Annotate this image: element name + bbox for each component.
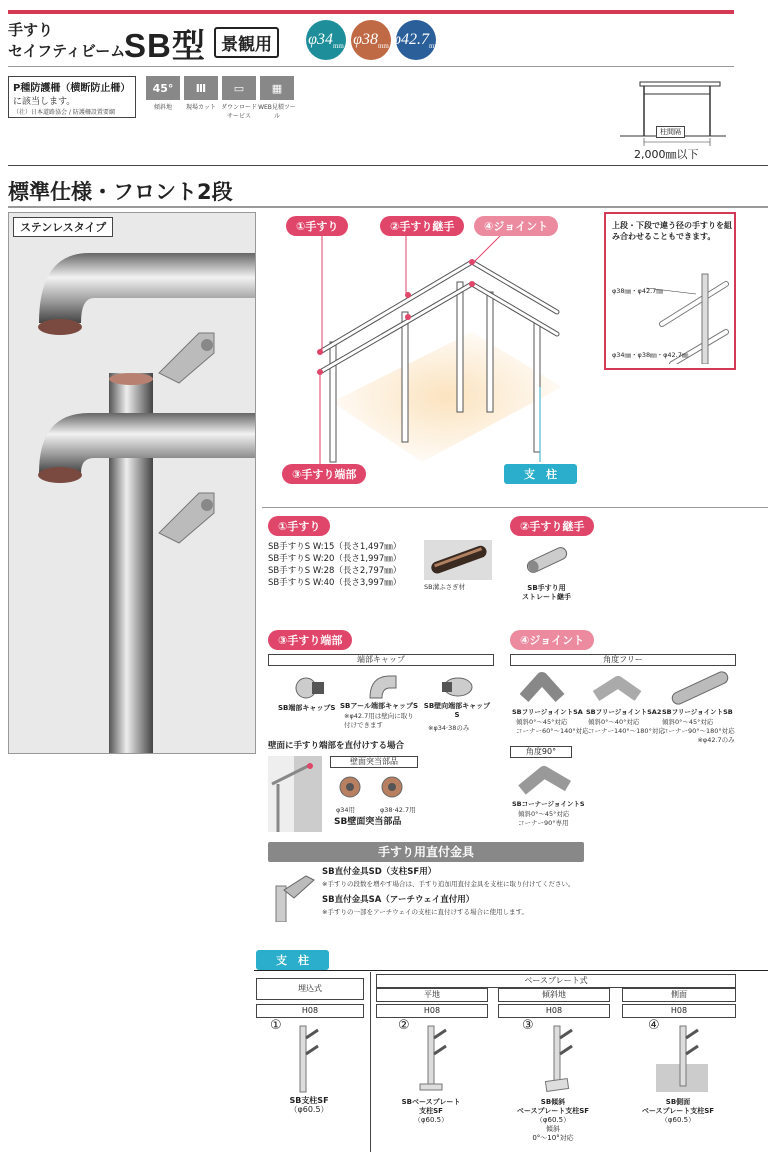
divider bbox=[254, 970, 768, 971]
cut-icon: Ⅲ bbox=[184, 76, 218, 100]
post-side-caption bbox=[622, 1098, 734, 1125]
corner-joint-note bbox=[518, 810, 569, 828]
wall-part-38-42: φ38·42.7用 bbox=[380, 806, 416, 814]
header-rule bbox=[8, 10, 734, 14]
callout-handrail-end: ③手すり端部 bbox=[282, 464, 366, 484]
handrail-item: SB手すりS W:20（長さ1,997㎜） bbox=[268, 554, 402, 564]
joint-sa2-note bbox=[588, 718, 665, 736]
angle-90-header: 角度90° bbox=[510, 746, 572, 758]
wall-mount-image bbox=[268, 756, 322, 832]
callout-handrail-joint: ②手すり継手 bbox=[380, 216, 464, 236]
diameter-badge-38: φ38 $_{mm}$ bbox=[351, 20, 391, 60]
handrail-item: SB手すりS W:28（長さ2,797㎜） bbox=[268, 566, 402, 576]
free-angle-header: 角度フリー bbox=[510, 654, 736, 666]
note-line: コーナー90°～180°対応 bbox=[662, 727, 735, 735]
note-line: 傾斜0°～45°対応 bbox=[518, 810, 570, 818]
wall-part-34: φ34用 bbox=[336, 806, 356, 814]
diameter-combo-note bbox=[604, 212, 736, 370]
post-sf-caption bbox=[256, 1096, 362, 1114]
flat-header: 平地 bbox=[376, 988, 488, 1002]
caption-line: SB側面 bbox=[665, 1098, 691, 1106]
download-icon: ▭ bbox=[222, 76, 256, 100]
icon-label: 現場カット bbox=[186, 104, 216, 111]
joint-part-title: ②手すり継手 bbox=[510, 516, 594, 536]
bracket-sa-name: SB直付金具SA（アーチウェイ直付用） bbox=[322, 895, 475, 905]
r-end-cap-name: SBアール端部キャップS bbox=[340, 702, 419, 710]
combo-illustration bbox=[606, 254, 730, 364]
stainless-photo bbox=[8, 212, 256, 754]
slope-icon: 45° bbox=[146, 76, 180, 100]
end-title: ③手すり端部 bbox=[268, 630, 352, 650]
joint-sb-note bbox=[662, 718, 735, 745]
side-header: 側面 bbox=[622, 988, 736, 1002]
note-line: コーナー90°専用 bbox=[518, 819, 569, 827]
caption-line: （φ60.5） bbox=[413, 1116, 449, 1124]
icon-label: WEB見積ツール bbox=[258, 104, 296, 120]
caption-line: SB支柱SF bbox=[289, 1096, 329, 1105]
label-upper: φ38㎜・φ42.7㎜ bbox=[612, 287, 663, 295]
handrail-photo-illustration bbox=[9, 213, 255, 753]
wall-end-cap-image bbox=[436, 672, 476, 702]
bracket-sa-note: ※手すりの一部をアーチウェイの支柱に直付けする場合に使用します。 bbox=[322, 908, 528, 916]
end-cap-name: SB端部キャップS bbox=[278, 704, 336, 712]
note-line: 傾斜0°～45°対応 bbox=[662, 718, 714, 726]
caption-line: （φ60.5） bbox=[535, 1116, 571, 1124]
handrail-list bbox=[268, 541, 401, 589]
h-header: H08 bbox=[376, 1004, 488, 1018]
wall-end-cap-name: SB壁向端部キャップS bbox=[423, 702, 491, 719]
handrail-item: SB手すりS W:40（長さ3,997㎜） bbox=[268, 578, 402, 588]
ptype-sub: に該当します。 bbox=[13, 97, 76, 107]
base-header: ベースプレート式 bbox=[376, 974, 736, 988]
caption-line: ストレート継手 bbox=[522, 593, 571, 601]
bracket-title: 手すり用直付金具 bbox=[268, 842, 584, 862]
wall-mount-title: 壁面に手すり端部を直付けする場合 bbox=[268, 741, 405, 751]
caption-line: 傾斜 bbox=[546, 1125, 560, 1133]
posts-title: 支 柱 bbox=[256, 950, 329, 970]
model-title: SB型 bbox=[124, 27, 206, 64]
note-line: ※φ42.7のみ bbox=[697, 736, 735, 744]
post-base-caption bbox=[376, 1098, 486, 1125]
post-number: ① bbox=[270, 1018, 282, 1033]
joint-sb-name: SBフリージョイントSB bbox=[662, 708, 733, 716]
divider bbox=[8, 206, 768, 208]
stainless-label: ステンレスタイプ bbox=[13, 217, 113, 237]
bracket-sd-note: ※手すりの段数を増やす場合は、手すり追加用直付金具を支柱に取り付けてください。 bbox=[322, 880, 575, 888]
callout-handrail: ①手すり bbox=[286, 216, 348, 236]
ptype-note: （社）日本道路協会 / 防護柵設置要綱 bbox=[13, 109, 115, 116]
slope-header: 傾斜地 bbox=[498, 988, 610, 1002]
joint-sa-name: SBフリージョイントSA bbox=[512, 708, 583, 716]
wall-part-name: SB壁面突当部品 bbox=[334, 817, 402, 827]
groove-cover-image bbox=[424, 540, 492, 580]
bracket-image bbox=[270, 866, 318, 922]
end-cap-image bbox=[290, 672, 330, 702]
divider bbox=[262, 507, 768, 508]
divider bbox=[8, 165, 768, 166]
section-title: 標準仕様・フロント2段 bbox=[8, 180, 233, 204]
h-header: H08 bbox=[622, 1004, 736, 1018]
post-number: ③ bbox=[522, 1018, 534, 1033]
diameter-badge-42-7: φ42.7 $_{mm}$ bbox=[396, 20, 436, 60]
joint-sa2-name: SBフリージョイントSA2 bbox=[586, 708, 662, 716]
icon-label: ダウンロードサービス bbox=[220, 104, 257, 120]
groove-cover-label: SB溝ふさぎ材 bbox=[424, 583, 466, 591]
r-end-cap-note: ※φ42.7用は壁向に取り付けできます bbox=[344, 712, 414, 729]
caption-line: SB手すり用 bbox=[527, 584, 566, 592]
post-illustrations bbox=[256, 1018, 734, 1094]
caption-line: 支柱SF bbox=[419, 1107, 443, 1115]
caption-line: 0°～10°対応 bbox=[532, 1134, 574, 1142]
handrail-title: ①手すり bbox=[268, 516, 330, 536]
wall-part-images bbox=[336, 772, 416, 802]
caption-line: SBベースプレート bbox=[401, 1098, 461, 1106]
h-header: H08 bbox=[498, 1004, 610, 1018]
caption-line: ベースプレート支柱SF bbox=[516, 1107, 590, 1115]
assembly-diagram bbox=[262, 212, 602, 502]
header-line1: 手すり bbox=[8, 21, 54, 39]
caption-line: （φ60.5） bbox=[289, 1105, 329, 1114]
ptype-title: P種防護柵（横断防止柵） bbox=[13, 83, 131, 94]
divider bbox=[8, 66, 734, 67]
note-line: コーナー60°～140°対応 bbox=[516, 727, 589, 735]
straight-joint-caption bbox=[522, 584, 571, 602]
usage-tag: 景観用 bbox=[214, 27, 279, 58]
web-tool-icon: ▦ bbox=[260, 76, 294, 100]
h-header: H08 bbox=[256, 1004, 364, 1018]
post-slope-caption bbox=[498, 1098, 608, 1143]
corner-joint-name: SBコーナージョイントS bbox=[512, 800, 585, 808]
joint-sa-note bbox=[516, 718, 589, 736]
label-lower: φ34㎜・φ38㎜・φ42.7㎜ bbox=[612, 351, 689, 359]
embed-header: 埋込式 bbox=[256, 978, 364, 1000]
note-line: 傾斜0°～45°対応 bbox=[516, 718, 568, 726]
callout-joint: ④ジョイント bbox=[474, 216, 558, 236]
diameter-badge-34: φ34 $_{mm}$ bbox=[306, 20, 346, 60]
caption-line: ベースプレート支柱SF bbox=[641, 1107, 715, 1115]
wall-end-cap-note: ※φ34·38のみ bbox=[428, 724, 470, 732]
bracket-sd-name: SB直付金具SD（支柱SF用） bbox=[322, 867, 437, 877]
r-end-cap-image bbox=[362, 670, 402, 700]
note-line: コーナー140°～180°対応 bbox=[588, 727, 665, 735]
joints-title: ④ジョイント bbox=[510, 630, 594, 650]
callout-post: 支 柱 bbox=[504, 464, 577, 484]
corner-joint-image bbox=[516, 762, 576, 798]
caption-line: SB傾斜 bbox=[540, 1098, 566, 1106]
header-line2: セイフティビーム bbox=[8, 42, 126, 60]
straight-joint-image bbox=[522, 540, 572, 580]
note-line: 傾斜0°～40°対応 bbox=[588, 718, 640, 726]
ptype-box bbox=[8, 76, 136, 118]
handrail-item: SB手すりS W:15（長さ1,497㎜） bbox=[268, 542, 402, 552]
icon-label: 傾斜地 bbox=[153, 104, 172, 111]
free-joint-images bbox=[520, 670, 736, 706]
combo-note-text: 上段・下段で違う径の手すりを組み合わせることもできます。 bbox=[612, 221, 732, 241]
span-value: 2,000㎜以下 bbox=[634, 148, 699, 161]
span-label: 柱間隔 bbox=[656, 126, 685, 138]
post-number: ④ bbox=[648, 1018, 660, 1033]
caption-line: （φ60.5） bbox=[660, 1116, 696, 1124]
post-number: ② bbox=[398, 1018, 410, 1033]
end-cap-header: 端部キャップ bbox=[268, 654, 494, 666]
wall-parts-header: 壁面突当部品 bbox=[330, 756, 418, 768]
